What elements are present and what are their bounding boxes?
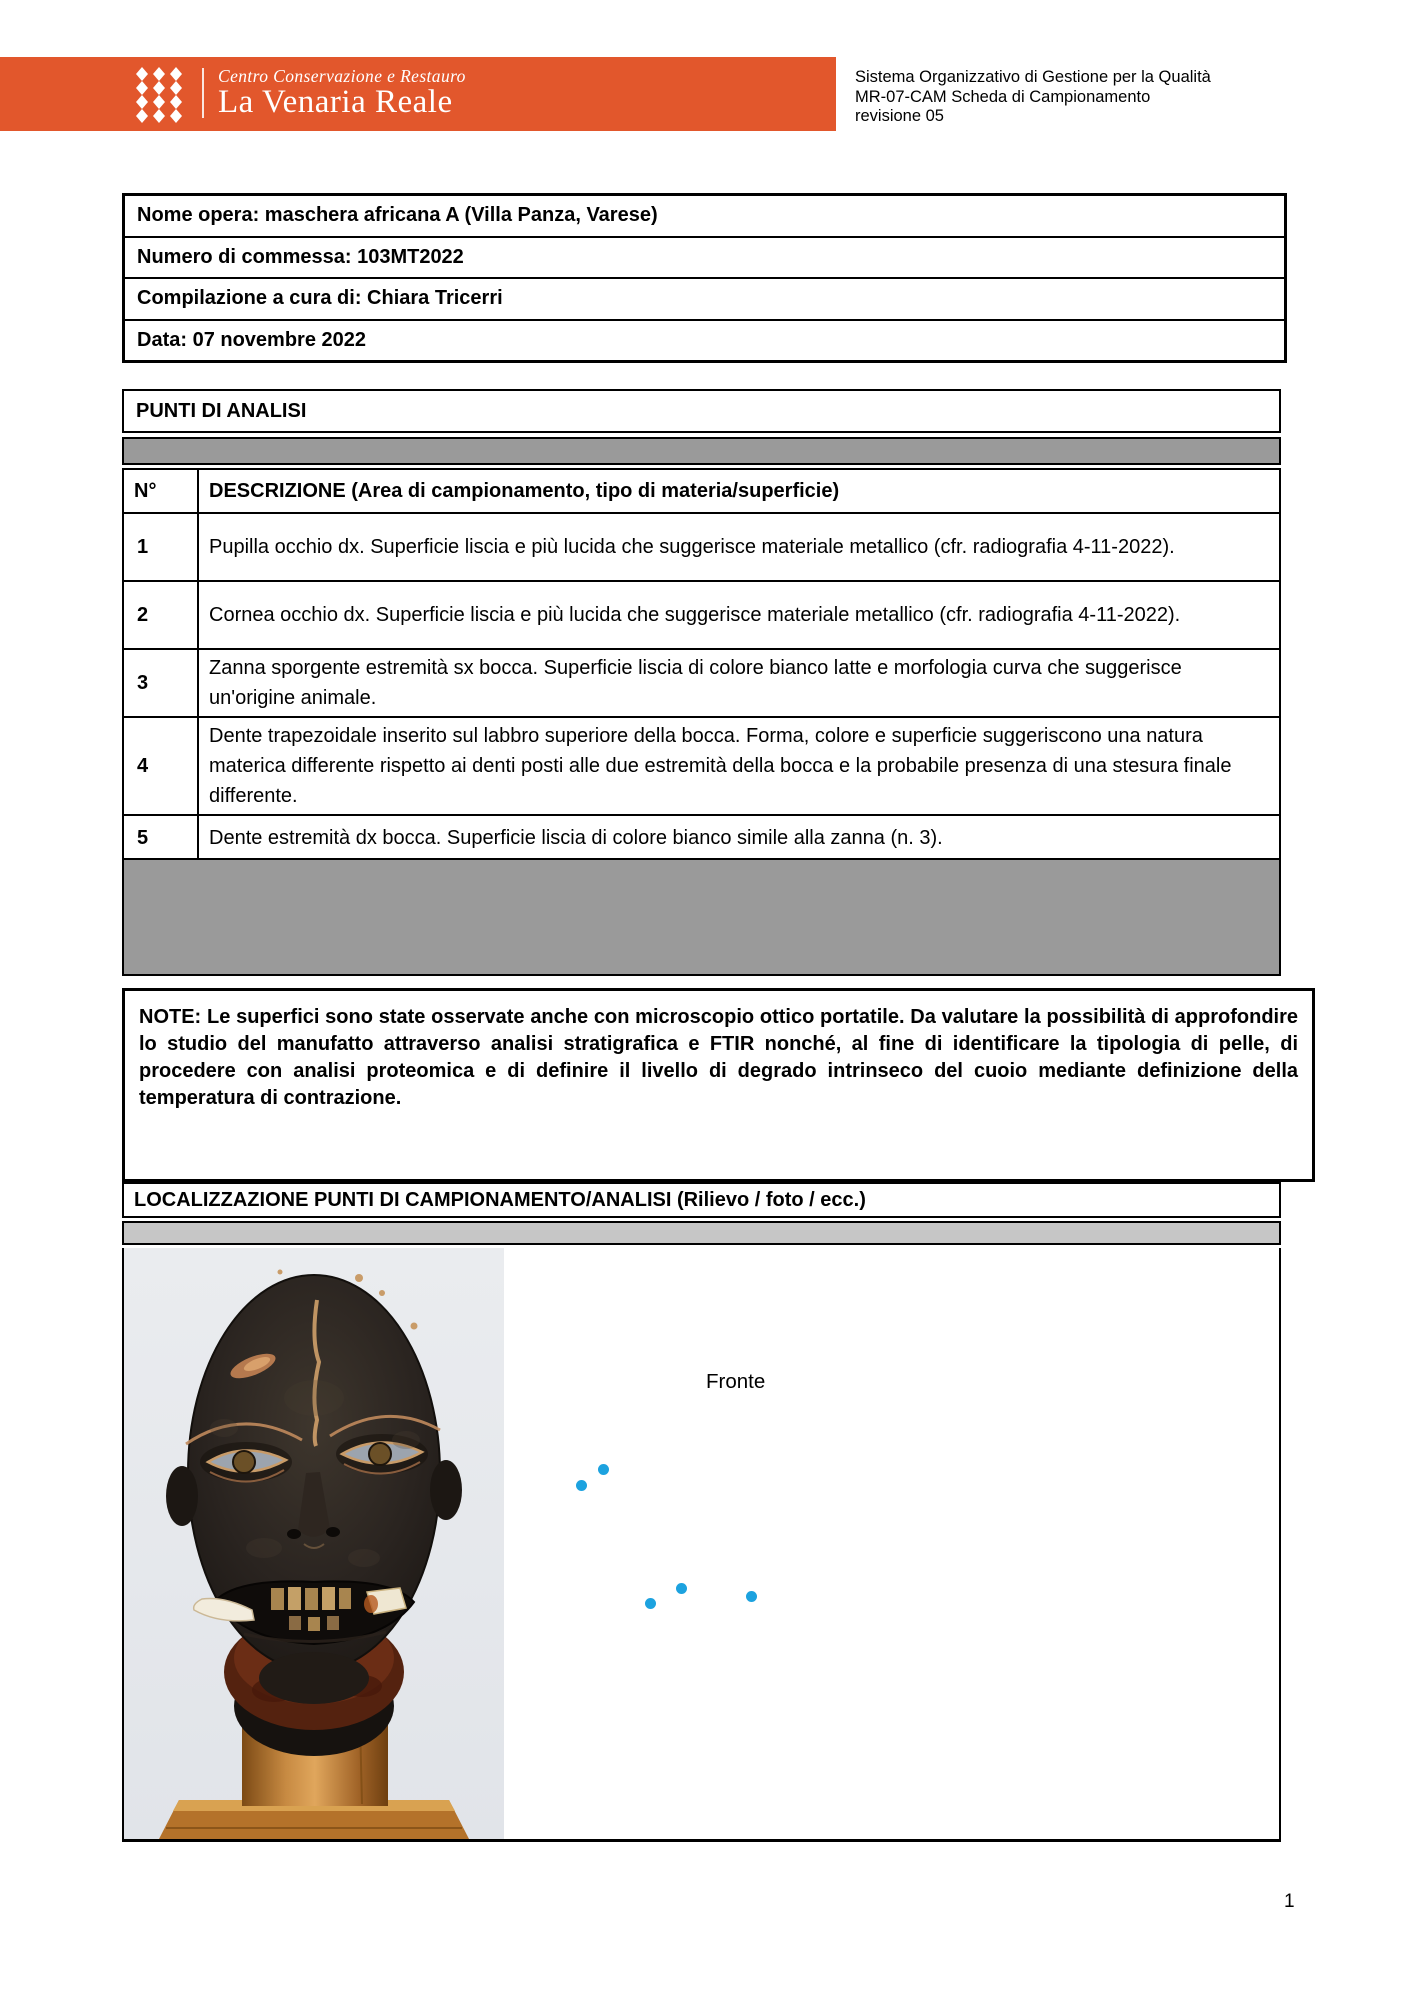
row-description: Pupilla occhio dx. Superficie liscia e più lucida che suggerisce materiale metallico (cfr. radiografia 4-11-2022). <box>198 513 1280 581</box>
localization-section-title: LOCALIZZAZIONE PUNTI DI CAMPIONAMENTO/ANALISI (Rilievo / foto / ecc.) <box>122 1182 1281 1218</box>
row-description: Cornea occhio dx. Superficie liscia e più lucida che suggerisce materiale metallico (cfr. radiografia 4-11-2022). <box>198 581 1280 649</box>
document-code-line: MR-07-CAM Scheda di Campionamento <box>855 87 1151 106</box>
analysis-section-title: PUNTI DI ANALISI <box>122 389 1281 433</box>
venaria-reale-logo-icon <box>133 67 185 123</box>
info-row-data: Data: 07 novembre 2022 <box>125 319 1284 361</box>
gray-spacer-band-top <box>122 437 1281 465</box>
figure-caption-fronte: Fronte <box>706 1370 766 1393</box>
row-description: Zanna sporgente estremità sx bocca. Superficie liscia di colore bianco latte e morfologia curva che suggerisce un'origine animale. <box>198 649 1280 717</box>
mask-front-photo <box>124 1248 504 1839</box>
info-row-numero-commessa: Numero di commessa: 103MT2022 <box>125 236 1284 278</box>
gray-spacer-band-bottom <box>122 858 1281 976</box>
info-row-nome-opera: Nome opera: maschera africana A (Villa Panza, Varese) <box>137 204 658 227</box>
table-row <box>123 717 1280 815</box>
table-row <box>123 581 1280 649</box>
analysis-table-header-row <box>123 469 1280 513</box>
revision-line: revisione 05 <box>855 107 944 125</box>
analysis-point-dot <box>576 1480 587 1491</box>
column-header-number: N° <box>123 469 198 513</box>
row-number: 3 <box>123 649 198 717</box>
column-header-description: DESCRIZIONE (Area di campionamento, tipo di materia/superficie) <box>198 469 1280 513</box>
logo-title: La Venaria Reale <box>218 84 453 120</box>
row-number: 5 <box>123 815 198 861</box>
quality-system-line: Sistema Organizzativo di Gestione per la Qualità <box>855 68 1211 86</box>
row-number: 4 <box>123 717 198 815</box>
row-description: Dente trapezoidale inserito sul labbro superiore della bocca. Forma, colore e superficie suggeriscono una natura materica differente rispetto ai denti posti alle due estremità della bocca e la probabile presenza di una stesura finale differente. <box>198 717 1280 815</box>
quality-system-header <box>855 68 1395 127</box>
row-description: Dente estremità dx bocca. Superficie liscia di colore bianco simile alla zanna (n. 3). <box>198 815 1280 861</box>
info-row-compilazione: Compilazione a cura di: Chiara Tricerri <box>125 277 1284 319</box>
analysis-points-table <box>122 468 1281 862</box>
analysis-point-dot <box>598 1464 609 1475</box>
analysis-point-dot <box>746 1591 757 1602</box>
artwork-info-table <box>122 193 1287 363</box>
table-row <box>123 815 1280 861</box>
localization-figure-area <box>122 1248 1281 1842</box>
analysis-point-dot <box>645 1598 656 1609</box>
analysis-point-dot <box>676 1583 687 1594</box>
table-row <box>123 513 1280 581</box>
note-box: NOTE: Le superfici sono state osservate anche con microscopio ottico portatile. Da valutare la possibilità di approfondire lo studio del manufatto attraverso analisi stratigrafica e FTIR nonché, al fine di identificare la tipologia di pelle, di procedere con analisi proteomica e di definire il livello di degrado intrinseco del cuoio mediante definizione della temperatura di contrazione. <box>122 988 1315 1182</box>
logo-divider <box>202 68 204 118</box>
table-row <box>123 649 1280 717</box>
row-number: 2 <box>123 581 198 649</box>
page-number: 1 <box>1284 1891 1295 1912</box>
gray-spacer-band-localization <box>122 1221 1281 1245</box>
logo-subtitle: Centro Conservazione e Restauro <box>218 66 466 86</box>
row-number: 1 <box>123 513 198 581</box>
